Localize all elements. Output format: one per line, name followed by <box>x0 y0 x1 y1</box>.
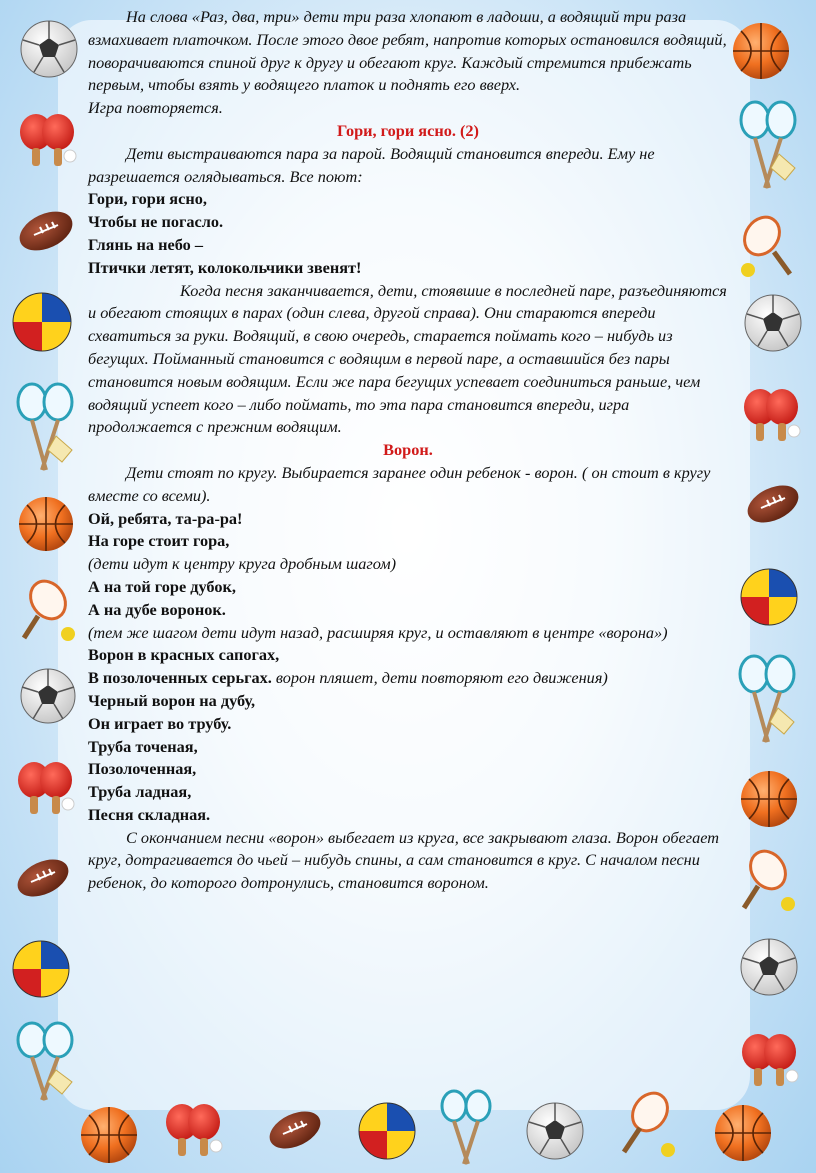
game3-song-line: Черный ворон на дубу, <box>88 690 256 710</box>
game1-paragraph: На слова «Раз, два, три» дети три раза хлопают в ладоши, а водящий три раза взмахивает платочком. После этого двое ребят, напротив которых остановился водящий, поворачиваются спиной друг к другу и обегают круг. Каждый стремится прибежать первым, чтобы взять у водящего платок и поднять его вверх. <box>88 7 727 95</box>
football-icon <box>742 478 804 530</box>
game2-song-line: Чтобы не погасло. <box>88 212 224 232</box>
soccer-ball-icon <box>524 1100 586 1162</box>
basketball-icon <box>16 494 76 554</box>
soccer-ball-icon <box>742 292 804 354</box>
game3-song-line: На горе стоит гора, <box>88 531 230 551</box>
game2-song-line: Глянь на небо – <box>88 234 204 254</box>
ping-pong-paddles-icon <box>736 1030 802 1090</box>
basketball-icon <box>712 1102 774 1164</box>
ping-pong-paddles-icon <box>12 110 80 170</box>
badminton-rackets-icon <box>12 380 78 476</box>
game3-song-line: А на той горе дубок, <box>88 576 236 596</box>
game3-song-line: В позолоченных серьгах. <box>88 668 272 688</box>
game3-intro: Дети стоят по кругу. Выбирается заранее один ребенок - ворон. ( он стоит в кругу вместе со всеми). <box>88 462 711 505</box>
basketball-icon <box>738 768 800 830</box>
soccer-ball-icon <box>18 666 78 726</box>
game1-repeat: Игра повторяется. <box>88 98 223 118</box>
soccer-ball-icon <box>18 18 80 80</box>
game3-song-line-with-note <box>88 667 728 690</box>
game3-song-line: Труба ладная, <box>88 782 192 802</box>
document-body <box>88 6 728 895</box>
volleyball-icon <box>356 1100 418 1162</box>
game3-song-line: Труба точеная, <box>88 736 198 756</box>
badminton-rackets-icon <box>734 652 800 748</box>
game2-intro: Дети выстраиваются пара за парой. Водящий становится впереди. Ему не разрешается оглядываться. Все поют: <box>88 143 655 186</box>
game3-song-line: Ой, ребята, та-ра-ра! <box>88 508 243 528</box>
game3-song-line: А на дубе воронок. <box>88 599 226 619</box>
football-icon <box>14 205 78 257</box>
badminton-rackets-icon <box>12 1020 78 1104</box>
volleyball-icon <box>738 566 800 628</box>
ping-pong-paddles-icon <box>158 1100 226 1162</box>
tennis-racket-icon <box>612 1090 680 1162</box>
game3-song-line: Песня складная. <box>88 804 211 824</box>
game3-ending: С окончанием песни «ворон» выбегает из круга, все закрывают глаза. Ворон обегает круг, дотрагивается до чьей – нибудь спины, а сам становится в круг. С началом песни ребенок, до которого дотронулись, становится вороном. <box>88 827 720 893</box>
game2-rules: Когда песня заканчивается, дети, стоявшие в последней паре, разъединяются и обегают стоящих в парах (один слева, другой справа). Они стараются впереди схватиться за руки. Водящий, в свою очередь, старается поймать кого – нибудь из бегущих. Пойманный становится с водящим в первой паре, а оставшийся без пары становится новым водящим. Если же пара бегущих успевает соединиться раньше, чем водящий успеет кого – либо поймать, то эта пара становится впереди, игра продолжается с прежним водящим. <box>88 280 727 437</box>
basketball-icon <box>78 1104 140 1166</box>
game2-title: Гори, гори ясно. (2) <box>337 120 479 140</box>
game3-note: (дети идут к центру круга дробным шагом) <box>88 554 397 574</box>
volleyball-icon <box>10 938 72 1000</box>
game2-song-line: Птички летят, колокольчики звенят! <box>88 257 362 277</box>
game3-song-line: Он играет во трубу. <box>88 713 232 733</box>
football-icon <box>264 1104 326 1156</box>
game3-note: (тем же шагом дети идут назад, расширяя круг, и оставляют в центре «ворона») <box>88 622 668 642</box>
game3-note: ворон пляшет, дети повторяют его движения) <box>271 668 608 688</box>
soccer-ball-icon <box>738 936 800 998</box>
tennis-racket-icon <box>738 848 802 916</box>
ping-pong-paddles-icon <box>736 385 804 445</box>
tennis-racket-icon <box>736 212 800 280</box>
game3-song-line: Ворон в красных сапогах, <box>88 645 280 665</box>
tennis-racket-icon <box>18 578 82 646</box>
basketball-icon <box>730 20 792 82</box>
game3-song-line: Позолоченная, <box>88 759 197 779</box>
game2-song-line: Гори, гори ясно, <box>88 189 207 209</box>
badminton-rackets-icon <box>735 98 801 194</box>
football-icon <box>12 852 74 904</box>
game3-title: Ворон. <box>383 440 433 460</box>
volleyball-icon <box>10 290 74 354</box>
badminton-rackets-icon <box>436 1088 498 1168</box>
ping-pong-paddles-icon <box>10 758 78 820</box>
